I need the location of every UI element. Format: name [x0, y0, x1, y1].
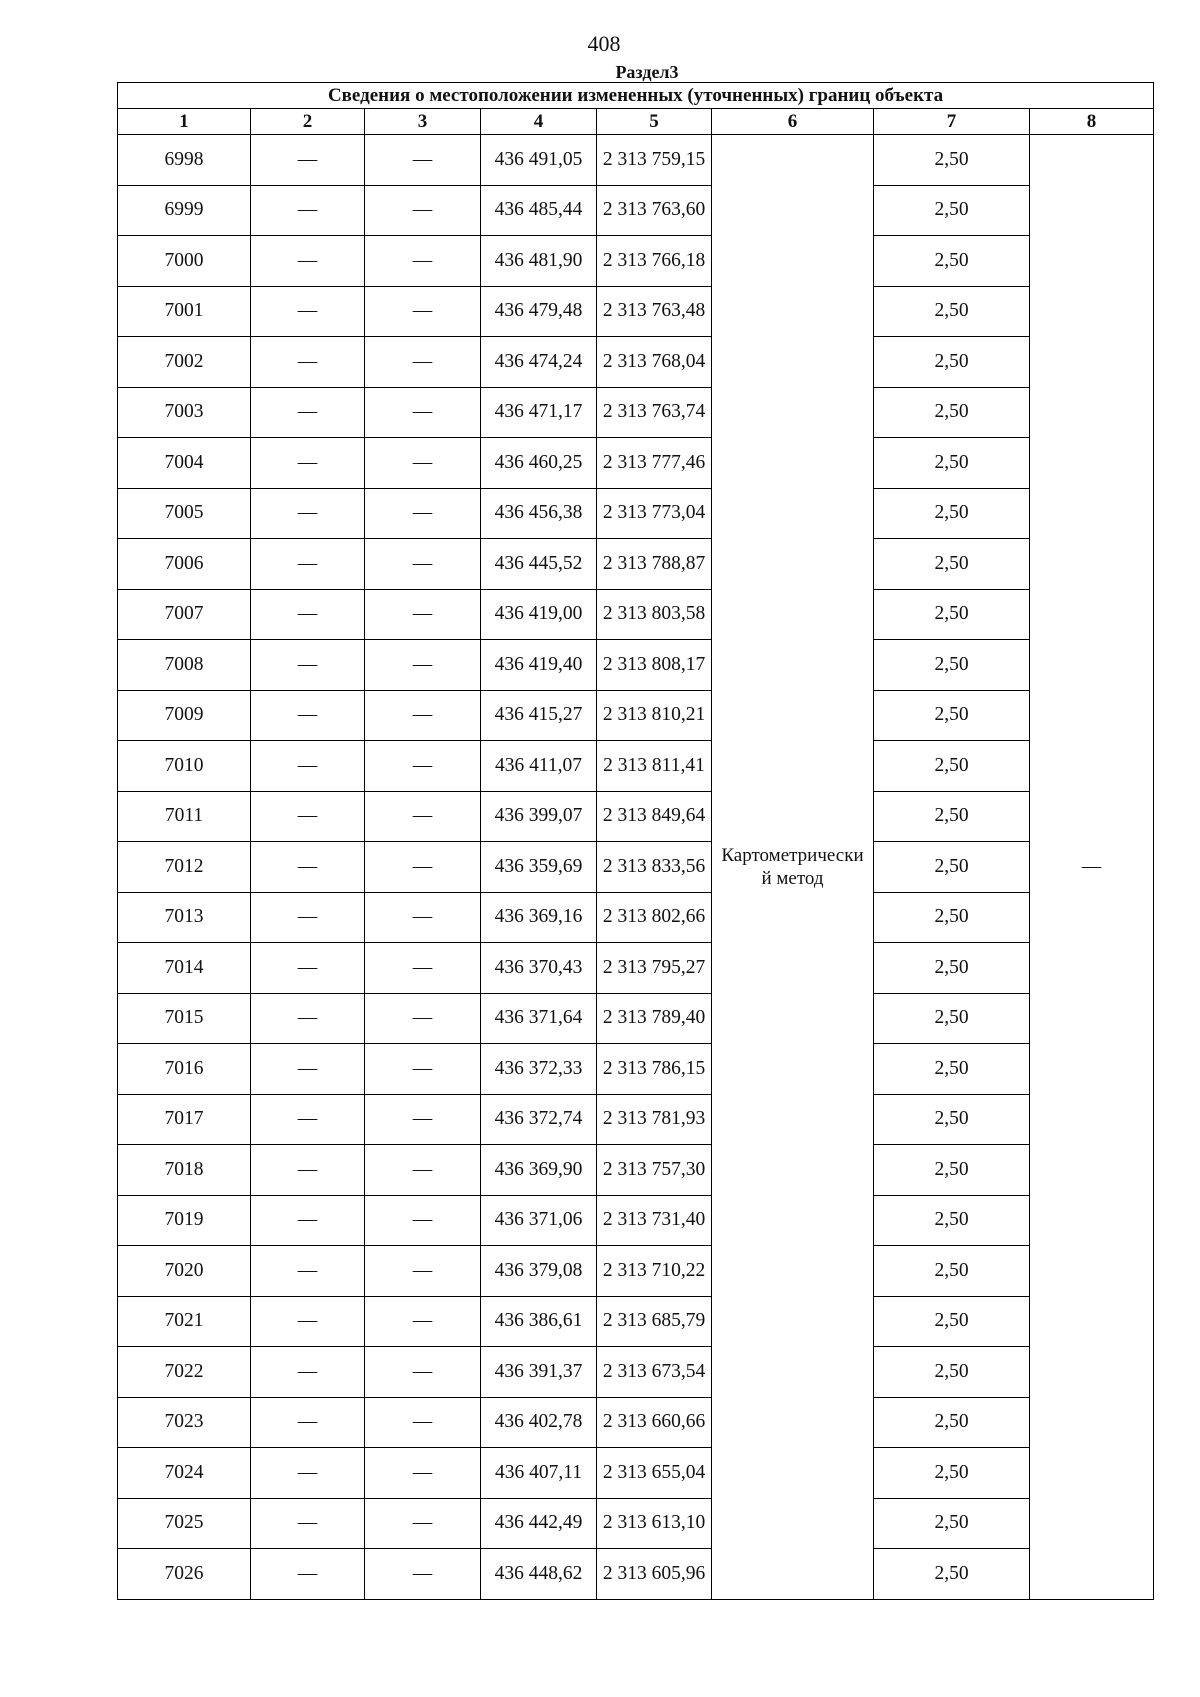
point-label-cell: 7007 — [118, 589, 251, 640]
new-y-cell: 2 313 802,66 — [597, 892, 712, 943]
new-x-cell: 436 371,64 — [481, 993, 597, 1044]
new-y-cell: 2 313 833,56 — [597, 842, 712, 893]
table-row — [118, 842, 1154, 893]
marker-description-cell: — — [1030, 135, 1154, 1600]
new-y-cell: 2 313 757,30 — [597, 1145, 712, 1196]
existing-y-cell: — — [365, 1448, 481, 1499]
existing-y-cell: — — [365, 1498, 481, 1549]
point-label-cell: 7020 — [118, 1246, 251, 1297]
accuracy-cell: 2,50 — [874, 1296, 1030, 1347]
new-y-cell: 2 313 763,60 — [597, 185, 712, 236]
accuracy-cell: 2,50 — [874, 1549, 1030, 1600]
existing-y-cell: — — [365, 337, 481, 388]
new-y-cell: 2 313 808,17 — [597, 640, 712, 691]
existing-x-cell: — — [251, 539, 365, 590]
existing-y-cell: — — [365, 438, 481, 489]
new-y-cell: 2 313 613,10 — [597, 1498, 712, 1549]
table-row — [118, 640, 1154, 691]
table-row — [118, 488, 1154, 539]
accuracy-cell: 2,50 — [874, 1094, 1030, 1145]
new-x-cell: 436 415,27 — [481, 690, 597, 741]
existing-x-cell: — — [251, 1195, 365, 1246]
new-x-cell: 436 372,74 — [481, 1094, 597, 1145]
existing-y-cell: — — [365, 1296, 481, 1347]
existing-y-cell: — — [365, 589, 481, 640]
new-y-cell: 2 313 810,21 — [597, 690, 712, 741]
accuracy-cell: 2,50 — [874, 1145, 1030, 1196]
point-label-cell: 7002 — [118, 337, 251, 388]
new-x-cell: 436 359,69 — [481, 842, 597, 893]
accuracy-cell: 2,50 — [874, 1498, 1030, 1549]
existing-x-cell: — — [251, 690, 365, 741]
existing-x-cell: — — [251, 488, 365, 539]
new-x-cell: 436 481,90 — [481, 236, 597, 287]
table-row — [118, 1195, 1154, 1246]
point-label-cell: 7017 — [118, 1094, 251, 1145]
existing-y-cell: — — [365, 488, 481, 539]
accuracy-cell: 2,50 — [874, 1448, 1030, 1499]
accuracy-cell: 2,50 — [874, 640, 1030, 691]
existing-y-cell: — — [365, 1549, 481, 1600]
new-y-cell: 2 313 795,27 — [597, 943, 712, 994]
existing-x-cell: — — [251, 640, 365, 691]
existing-x-cell: — — [251, 185, 365, 236]
table-row — [118, 993, 1154, 1044]
new-y-cell: 2 313 759,15 — [597, 135, 712, 186]
point-label-cell: 7022 — [118, 1347, 251, 1398]
existing-x-cell: — — [251, 286, 365, 337]
existing-x-cell: — — [251, 438, 365, 489]
point-label-cell: 7010 — [118, 741, 251, 792]
new-x-cell: 436 369,90 — [481, 1145, 597, 1196]
table-row — [118, 387, 1154, 438]
new-x-cell: 436 419,00 — [481, 589, 597, 640]
point-label-cell: 7001 — [118, 286, 251, 337]
new-y-cell: 2 313 789,40 — [597, 993, 712, 1044]
new-x-cell: 436 402,78 — [481, 1397, 597, 1448]
existing-y-cell: — — [365, 943, 481, 994]
existing-y-cell: — — [365, 1347, 481, 1398]
accuracy-cell: 2,50 — [874, 892, 1030, 943]
coordinates-table — [117, 82, 1154, 1600]
accuracy-cell: 2,50 — [874, 589, 1030, 640]
existing-y-cell: — — [365, 690, 481, 741]
new-y-cell: 2 313 605,96 — [597, 1549, 712, 1600]
existing-x-cell: — — [251, 1296, 365, 1347]
new-y-cell: 2 313 731,40 — [597, 1195, 712, 1246]
existing-x-cell: — — [251, 1397, 365, 1448]
table-row — [118, 892, 1154, 943]
table-row — [118, 690, 1154, 741]
existing-y-cell: — — [365, 286, 481, 337]
table-row — [118, 1549, 1154, 1600]
new-x-cell: 436 445,52 — [481, 539, 597, 590]
new-x-cell: 436 471,17 — [481, 387, 597, 438]
existing-x-cell: — — [251, 1549, 365, 1600]
table-row — [118, 135, 1154, 186]
existing-x-cell: — — [251, 741, 365, 792]
column-number-5: 5 — [597, 109, 712, 135]
accuracy-cell: 2,50 — [874, 1397, 1030, 1448]
existing-y-cell: — — [365, 993, 481, 1044]
point-label-cell: 7016 — [118, 1044, 251, 1095]
new-y-cell: 2 313 811,41 — [597, 741, 712, 792]
accuracy-cell: 2,50 — [874, 1347, 1030, 1398]
table-row — [118, 791, 1154, 842]
existing-x-cell: — — [251, 892, 365, 943]
accuracy-cell: 2,50 — [874, 387, 1030, 438]
new-y-cell: 2 313 803,58 — [597, 589, 712, 640]
table-row — [118, 185, 1154, 236]
existing-y-cell: — — [365, 1145, 481, 1196]
existing-x-cell: — — [251, 135, 365, 186]
point-label-cell: 7000 — [118, 236, 251, 287]
point-label-cell: 7019 — [118, 1195, 251, 1246]
new-x-cell: 436 456,38 — [481, 488, 597, 539]
new-x-cell: 436 460,25 — [481, 438, 597, 489]
section-title: Раздел3 — [615, 62, 679, 82]
accuracy-cell: 2,50 — [874, 488, 1030, 539]
existing-x-cell: — — [251, 1246, 365, 1297]
point-label-cell: 7009 — [118, 690, 251, 741]
point-label-cell: 7012 — [118, 842, 251, 893]
table-row — [118, 741, 1154, 792]
existing-x-cell: — — [251, 842, 365, 893]
table-row — [118, 1145, 1154, 1196]
table-row — [118, 1498, 1154, 1549]
new-y-cell: 2 313 773,04 — [597, 488, 712, 539]
point-label-cell: 7005 — [118, 488, 251, 539]
table-header — [118, 83, 1154, 135]
existing-x-cell: — — [251, 589, 365, 640]
table-caption: Сведения о местоположении измененных (уточненных) границ объекта — [118, 83, 1154, 109]
column-number-4: 4 — [481, 109, 597, 135]
table-row — [118, 1448, 1154, 1499]
point-label-cell: 7015 — [118, 993, 251, 1044]
point-label-cell: 7014 — [118, 943, 251, 994]
accuracy-cell: 2,50 — [874, 236, 1030, 287]
accuracy-cell: 2,50 — [874, 741, 1030, 792]
existing-x-cell: — — [251, 1498, 365, 1549]
new-y-cell: 2 313 849,64 — [597, 791, 712, 842]
existing-y-cell: — — [365, 185, 481, 236]
existing-y-cell: — — [365, 387, 481, 438]
accuracy-cell: 2,50 — [874, 1044, 1030, 1095]
existing-x-cell: — — [251, 236, 365, 287]
point-label-cell: 7026 — [118, 1549, 251, 1600]
point-label-cell: 7021 — [118, 1296, 251, 1347]
new-x-cell: 436 442,49 — [481, 1498, 597, 1549]
method-text-line: Картометрически — [721, 844, 864, 866]
accuracy-cell: 2,50 — [874, 135, 1030, 186]
point-label-cell: 7025 — [118, 1498, 251, 1549]
accuracy-cell: 2,50 — [874, 943, 1030, 994]
existing-y-cell: — — [365, 1094, 481, 1145]
new-x-cell: 436 474,24 — [481, 337, 597, 388]
new-x-cell: 436 419,40 — [481, 640, 597, 691]
new-y-cell: 2 313 710,22 — [597, 1246, 712, 1297]
table-row — [118, 589, 1154, 640]
existing-y-cell: — — [365, 1195, 481, 1246]
existing-x-cell: — — [251, 1145, 365, 1196]
table-row — [118, 1044, 1154, 1095]
new-x-cell: 436 485,44 — [481, 185, 597, 236]
existing-x-cell: — — [251, 993, 365, 1044]
new-y-cell: 2 313 763,74 — [597, 387, 712, 438]
table-row — [118, 539, 1154, 590]
new-y-cell: 2 313 766,18 — [597, 236, 712, 287]
accuracy-cell: 2,50 — [874, 993, 1030, 1044]
point-label-cell: 7018 — [118, 1145, 251, 1196]
new-x-cell: 436 372,33 — [481, 1044, 597, 1095]
new-y-cell: 2 313 777,46 — [597, 438, 712, 489]
point-label-cell: 7006 — [118, 539, 251, 590]
existing-x-cell: — — [251, 337, 365, 388]
existing-y-cell: — — [365, 1044, 481, 1095]
new-x-cell: 436 407,11 — [481, 1448, 597, 1499]
existing-y-cell: — — [365, 539, 481, 590]
point-label-cell: 7003 — [118, 387, 251, 438]
new-x-cell: 436 369,16 — [481, 892, 597, 943]
new-x-cell: 436 411,07 — [481, 741, 597, 792]
existing-y-cell: — — [365, 842, 481, 893]
point-label-cell: 7013 — [118, 892, 251, 943]
new-y-cell: 2 313 685,79 — [597, 1296, 712, 1347]
new-y-cell: 2 313 781,93 — [597, 1094, 712, 1145]
new-y-cell: 2 313 788,87 — [597, 539, 712, 590]
column-number-7: 7 — [874, 109, 1030, 135]
accuracy-cell: 2,50 — [874, 185, 1030, 236]
method-cell — [712, 135, 874, 1600]
page-number: 408 — [587, 31, 621, 56]
accuracy-cell: 2,50 — [874, 1246, 1030, 1297]
new-x-cell: 436 371,06 — [481, 1195, 597, 1246]
new-x-cell: 436 386,61 — [481, 1296, 597, 1347]
accuracy-cell: 2,50 — [874, 842, 1030, 893]
accuracy-cell: 2,50 — [874, 337, 1030, 388]
new-x-cell: 436 399,07 — [481, 791, 597, 842]
accuracy-cell: 2,50 — [874, 690, 1030, 741]
existing-y-cell: — — [365, 741, 481, 792]
table-body — [118, 135, 1154, 1600]
existing-x-cell: — — [251, 1044, 365, 1095]
accuracy-cell: 2,50 — [874, 539, 1030, 590]
column-number-3: 3 — [365, 109, 481, 135]
column-number-1: 1 — [118, 109, 251, 135]
new-x-cell: 436 479,48 — [481, 286, 597, 337]
existing-y-cell: — — [365, 791, 481, 842]
new-x-cell: 436 491,05 — [481, 135, 597, 186]
new-y-cell: 2 313 786,15 — [597, 1044, 712, 1095]
accuracy-cell: 2,50 — [874, 286, 1030, 337]
table-row — [118, 286, 1154, 337]
table-row — [118, 438, 1154, 489]
new-x-cell: 436 391,37 — [481, 1347, 597, 1398]
table-row — [118, 337, 1154, 388]
point-label-cell: 7024 — [118, 1448, 251, 1499]
point-label-cell: 6998 — [118, 135, 251, 186]
table-row — [118, 1397, 1154, 1448]
existing-y-cell: — — [365, 1397, 481, 1448]
existing-y-cell: — — [365, 640, 481, 691]
new-y-cell: 2 313 660,66 — [597, 1397, 712, 1448]
table-row — [118, 1246, 1154, 1297]
point-label-cell: 6999 — [118, 185, 251, 236]
accuracy-cell: 2,50 — [874, 1195, 1030, 1246]
new-y-cell: 2 313 763,48 — [597, 286, 712, 337]
table-row — [118, 1094, 1154, 1145]
existing-y-cell: — — [365, 892, 481, 943]
column-number-6: 6 — [712, 109, 874, 135]
method-text-line: й метод — [761, 867, 824, 889]
existing-y-cell: — — [365, 236, 481, 287]
new-y-cell: 2 313 673,54 — [597, 1347, 712, 1398]
point-label-cell: 7008 — [118, 640, 251, 691]
new-y-cell: 2 313 655,04 — [597, 1448, 712, 1499]
existing-y-cell: — — [365, 135, 481, 186]
column-number-row — [118, 109, 1154, 135]
column-number-2: 2 — [251, 109, 365, 135]
existing-x-cell: — — [251, 387, 365, 438]
accuracy-cell: 2,50 — [874, 438, 1030, 489]
point-label-cell: 7011 — [118, 791, 251, 842]
table-row — [118, 236, 1154, 287]
new-y-cell: 2 313 768,04 — [597, 337, 712, 388]
existing-x-cell: — — [251, 943, 365, 994]
new-x-cell: 436 379,08 — [481, 1246, 597, 1297]
table-row — [118, 1347, 1154, 1398]
existing-x-cell: — — [251, 1448, 365, 1499]
column-number-8: 8 — [1030, 109, 1154, 135]
caption-row — [118, 83, 1154, 109]
table-row — [118, 1296, 1154, 1347]
accuracy-cell: 2,50 — [874, 791, 1030, 842]
table-row — [118, 943, 1154, 994]
existing-x-cell: — — [251, 791, 365, 842]
new-x-cell: 436 448,62 — [481, 1549, 597, 1600]
point-label-cell: 7004 — [118, 438, 251, 489]
existing-y-cell: — — [365, 1246, 481, 1297]
existing-x-cell: — — [251, 1094, 365, 1145]
new-x-cell: 436 370,43 — [481, 943, 597, 994]
point-label-cell: 7023 — [118, 1397, 251, 1448]
existing-x-cell: — — [251, 1347, 365, 1398]
